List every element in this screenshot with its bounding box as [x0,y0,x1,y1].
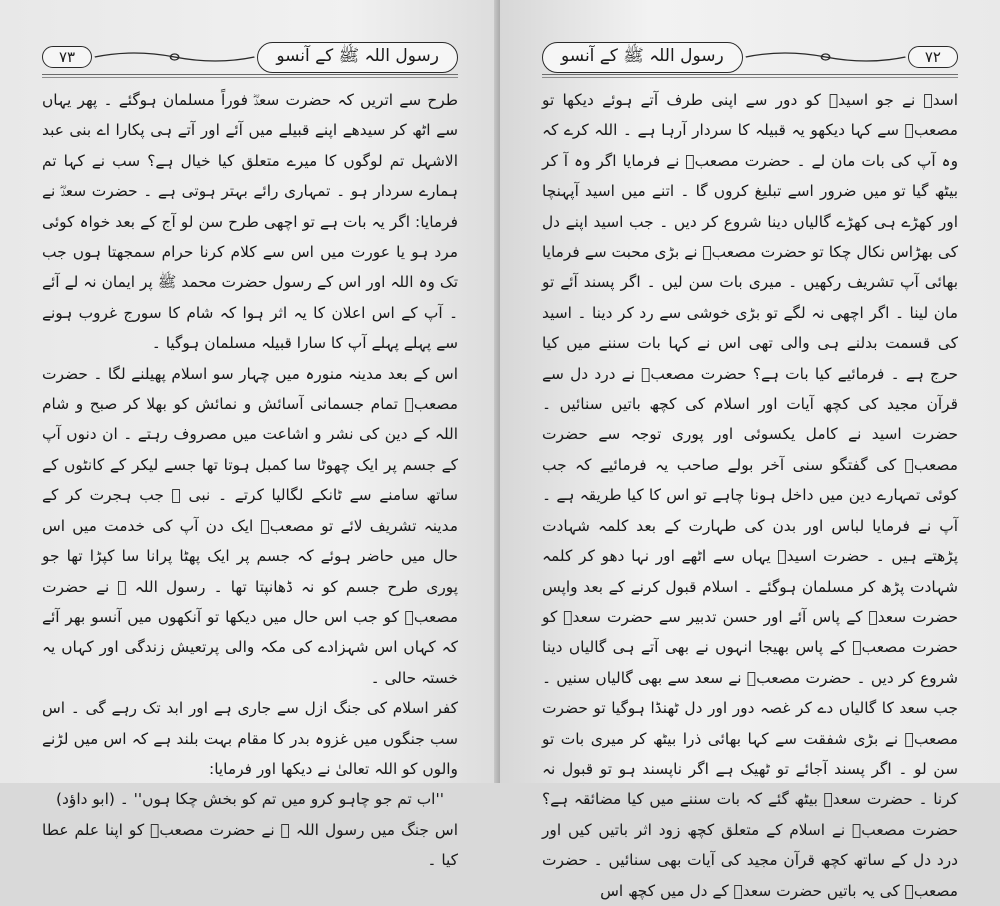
paragraph: کفر اسلام کی جنگ ازل سے جاری ہے اور ابد تک رہے گی ۔ اس سب جنگوں میں غزوہ بدر کا مقام بہت بلند ہے کہ اس میں لڑنے والوں کو اللہ تعالیٰ نے دیکھا اور فرمایا: [42,699,458,778]
closing-line: اس جنگ میں رسول اللہ ﷺ نے حضرت مصعبؓ کو اپنا علم عطا کیا ۔ [42,820,458,870]
hadith-quote: ''اب تم جو چاہو کرو میں تم کو بخش چکا ہوں'' ۔ (ابو داؤد) [56,790,444,809]
right-page-body [542,85,958,906]
right-running-head: رسول اللہ ﷺ کے آنسو [542,42,743,73]
left-running-head: رسول اللہ ﷺ کے آنسو [257,42,458,73]
paragraph: اسدؓ نے جو اسیدؓ کو دور سے اپنی طرف آتے ہوئے دیکھا تو مصعبؓ سے کہا دیکھو یہ قبیلہ کا سردار آرہا ہے ۔ اللہ کرے کہ وہ آپ کی بات مان لے ۔ حضرت مصعبؓ نے فرمایا اگر وہ آ کر بیٹھ گیا تو میں ضرور اسے تبلیغ کروں گا ۔ اتنے میں اسید آپہنچا اور کھڑے ہی کھڑے گالیاں دینا شروع کر دیں ۔ جب اسید اپنے دل کی بھڑاس نکال چکا تو حضرت مصعبؓ نے بڑی محبت سے فرمایا بھائی آپ تشریف رکھیں ۔ میری بات سن لیں ۔ اگر پسند آئے تو مان لینا ۔ اگر اچھی نہ لگے تو بڑی خوشی سے رد کر دینا ۔ اسید کی قسمت بدلنے ہی والی تھی اس نے کہا بات سننے میں کیا حرج ہے ۔ فرمائیے کیا بات ہے؟ حضرت مصعبؓ نے درد دل سے قرآن مجید کی کچھ آیات اور اسلام کی کچھ باتیں سنائیں ۔ حضرت اسید نے کامل یکسوئی اور پوری توجہ سے حضرت مصعبؓ کی گفتگو سنی آخر بولے صاحب یہ فرمائیے کہ جب کوئی تمہارے دین میں داخل ہونا چاہے تو اس کا کیا طریقہ ہے ۔ آپ نے فرمایا لباس اور بدن کی طہارت کے بعد کلمہ شہادت پڑھتے ہیں ۔ حضرت اسیدؓ یہاں سے اٹھے اور نہا دھو کر کلمہ شہادت پڑھ کر مسلمان ہوگئے ۔ اسلام قبول کرنے کے بعد واپس حضرت سعدؓ کے پاس آئے اور حسن تدبیر سے حضرت سعدؓ کو حضرت مصعبؓ کے پاس بھیجا انہوں نے بھی آتے ہی گالیاں دینا شروع کر دیں ۔ حضرت مصعبؓ نے سعد سے بھی گالیاں سنیں ۔ جب سعد کا گالیاں دے کر غصہ دور اور دل ٹھنڈا ہوگیا تو حضرت مصعبؓ نے بڑی شفقت سے کہا بھائی ذرا بیٹھ کر میری بات تو سن لو ۔ اگر پسند آجائے تو ٹھیک ہے اگر ناپسند ہو تو قبول نہ کرنا ۔ حضرت سعدؓ بیٹھ گئے کہ بات سننے میں کیا مضائقہ ہے؟ حضرت مصعبؓ نے اسلام کے متعلق کچھ زود اثر باتیں کیں اور درد دل کے ساتھ کچھ قرآن مجید کی آیات بھی سنائیں ۔ حضرت مصعبؓ کی یہ باتیں حضرت سعدؓ کے دل میں کچھ اس [542,91,958,900]
left-page-body [42,85,458,876]
header-ornament-icon [743,49,908,65]
paragraph: اس کے بعد مدینہ منورہ میں چہار سو اسلام پھیلنے لگا ۔ حضرت مصعبؓ تمام جسمانی آسائش و نمائش کو بھلا کر صبح و شام اللہ کے دین کی نشر و اشاعت میں مصروف رہتے ۔ ان دنوں آپ کے جسم پر ایک چھوٹا سا کمبل ہوتا تھا جسے لیکر کے کانٹوں کے ساتھ سامنے سے ٹانکے لگالیا کرتے ۔ نبی ﷺ جب ہجرت کر کے مدینہ تشریف لائے تو مصعبؓ ایک دن آپ کی خدمت میں اس حال میں حاضر ہوئے کہ جسم پر ایک پھٹا پرانا سا کپڑا تھا جو پوری طرح جسم کو نہ ڈھانپتا تھا ۔ رسول اللہ ﷺ نے حضرت مصعبؓ کو جب اس حال میں دیکھا تو آنکھوں میں آنسو بھر آئے کہ کہاں اس شہزادے کی مکہ والی پرتعیش زندگی اور کہاں یہ خستہ حالی ۔ [42,364,458,687]
right-page-header [542,40,958,75]
right-page-number: ۷۲ [908,46,958,68]
left-page-number: ۷۳ [42,46,92,68]
left-page [0,0,500,870]
paragraph: طرح سے اتریں کہ حضرت سعدؓ فوراً مسلمان ہوگئے ۔ پھر یہاں سے اٹھ کر سیدھے اپنے قبیلے میں آئے اور آتے ہی پکارا اے بنی عبد الاشہل تم لوگوں کا میرے متعلق کیا خیال ہے؟ سب نے کہا تم ہمارے سردار ہو ۔ تمہاری رائے بہتر ہوتی ہے ۔ حضرت سعدؓ نے فرمایا: اگر یہ بات ہے تو اچھی طرح سن لو آج کے بعد خواہ کوئی مرد ہو یا عورت میں اس سے کلام کرنا حرام سمجھتا ہوں جب تک وہ اللہ اور اس کے رسول حضرت محمد ﷺ پر ایمان نہ لے آئے ۔ آپ کے اس اعلان کا یہ اثر ہوا کہ شام کا سورج غروب ہونے سے پہلے پہلے آپ کا سارا قبیلہ مسلمان ہوگیا ۔ [42,91,458,353]
left-page-header [42,40,458,75]
header-ornament-icon [92,49,257,65]
right-page [500,0,1000,900]
